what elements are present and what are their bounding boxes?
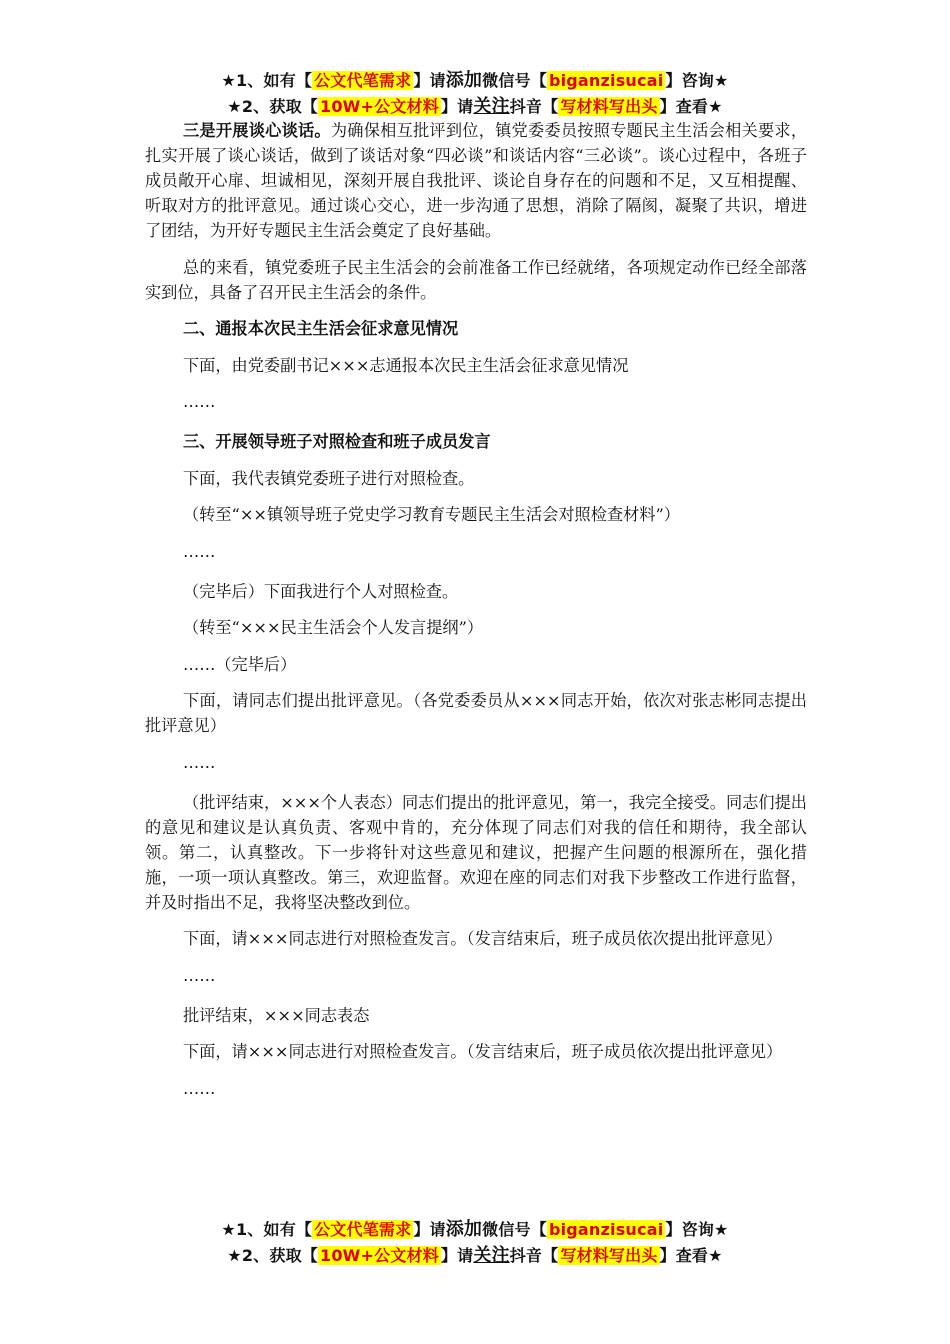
paragraph-summary: 总的来看，镇党委班子民主生活会的会前准备工作已经就绪，各项规定动作已经全部落实到位，具备了召开民主生活会的条件。	[145, 257, 807, 302]
highlight-service: 公文代笔需求	[314, 71, 412, 90]
paragraph-transfer-2: （转至“×××民主生活会个人发言提纲”）	[183, 618, 484, 637]
header-banner-line2: ★2、获取【 10W+公文材料 】请关注抖音【 写材料写出头 】查看★	[227, 96, 723, 117]
footer-banner-line1: ★1、如有【 公文代笔需求 】请添加微信号【 biganzisucai 】咨询★	[221, 1219, 729, 1240]
paragraph-finished: ……（完毕后）	[183, 654, 297, 674]
footer-banner	[0, 1217, 950, 1269]
paragraph-response: （批评结束，×××个人表态）同志们提出的批评意见，第一，我完全接受。同志们提出的意见和建议是认真负责、客观中肯的，充分体现了同志们对我的信任和期待，我全部认领。第二，认真整改。下一步将针对这些意见和建议，把握产生问题的根源所在，强化措施，一项一项认真整改。第三，欢迎监督。欢迎在座的同志们对我下步整改工作进行监督，并及时指出不足，我将坚决整改到位。	[145, 792, 807, 912]
ellipsis: ……	[183, 392, 216, 411]
header-banner	[0, 68, 950, 120]
paragraph-personal-check: （完毕后）下面我进行个人对照检查。	[183, 581, 459, 601]
star-icon: ★	[227, 97, 242, 116]
highlight-materials: 10W+公文材料	[319, 1246, 439, 1265]
star-icon: ★	[221, 1220, 236, 1239]
header-banner-line1: ★1、如有【 公文代笔需求 】请添加微信号【 biganzisucai 】咨询★	[221, 70, 729, 91]
paragraph-member-speech-1: 下面，请×××同志进行对照检查发言。（发言结束后，班子成员依次提出批评意见）	[183, 929, 783, 948]
paragraph-transfer-1: （转至“××镇领导班子党史学习教育专题民主生活会对照检查材料”）	[183, 505, 680, 524]
paragraph-report: 下面，由党委副书记×××志通报本次民主生活会征求意见情况	[183, 355, 629, 375]
highlight-douyin-account: 写材料写出头	[560, 1246, 658, 1265]
highlight-wechat-id: biganzisucai	[548, 71, 664, 90]
ellipsis: ……	[183, 541, 216, 561]
paragraph-member-speech-2: 下面，请×××同志进行对照检查发言。（发言结束后，班子成员依次提出批评意见）	[183, 1042, 783, 1061]
section-heading-2: 二、通报本次民主生活会征求意见情况	[183, 319, 459, 338]
paragraph-team-check: 下面，我代表镇党委班子进行对照检查。	[183, 468, 475, 488]
star-icon: ★	[221, 71, 236, 90]
paragraph-talks: 三是开展谈心谈话。为确保相互批评到位，镇党委委员按照专题民主生活会相关要求，扎实开展了谈心谈话，做到了谈话对象“四必谈”和谈话内容“三必谈”。谈心过程中，各班子成员敞开心扉、坦诚相见，深刻开展自我批评、谈论自身存在的问题和不足，又互相提醒、听取对方的批评意见。通过谈心交心，进一步沟通了思想，消除了隔阂，凝聚了共识，增进了团结，为开好专题民主生活会奠定了良好基础。	[145, 121, 808, 240]
highlight-wechat-id: biganzisucai	[548, 1220, 664, 1239]
paragraph-member-response: 批评结束，×××同志表态	[183, 1005, 370, 1025]
highlight-douyin-account: 写材料写出头	[560, 97, 658, 116]
ellipsis: ……	[183, 752, 216, 772]
star-icon: ★	[227, 1246, 242, 1265]
footer-banner-line2: ★2、获取【 10W+公文材料 】请关注抖音【 写材料写出头 】查看★	[227, 1245, 723, 1266]
highlight-materials: 10W+公文材料	[319, 97, 439, 116]
ellipsis: ……	[183, 1078, 216, 1098]
highlight-service: 公文代笔需求	[314, 1220, 412, 1239]
paragraph-criticism-request: 下面，请同志们提出批评意见。（各党委委员从×××同志开始，依次对张志彬同志提出批评意见）	[145, 691, 807, 735]
ellipsis: ……	[183, 965, 216, 985]
document-body	[145, 118, 807, 1112]
section-heading-3: 三、开展领导班子对照检查和班子成员发言	[183, 432, 491, 451]
